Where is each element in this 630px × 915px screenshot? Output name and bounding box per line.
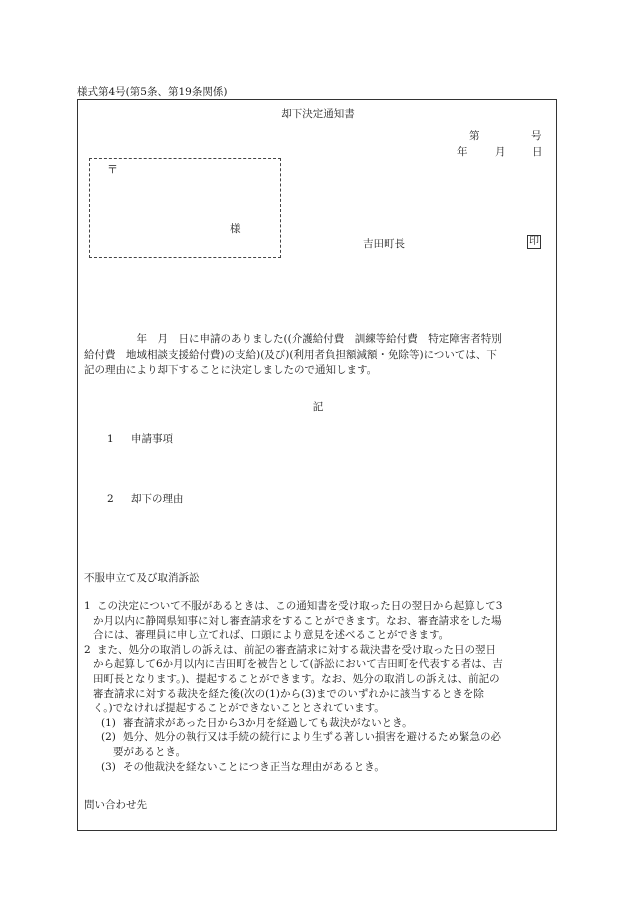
sub-note-number: (3) — [101, 760, 116, 773]
addressee-suffix: 様 — [230, 223, 241, 235]
number-label-dai: 第 — [469, 130, 480, 142]
date-month-label: 月 — [495, 146, 506, 158]
note-line: 合には、審理員に申し立てれば、口頭により意見を述べることができます。 — [93, 629, 450, 642]
sub-note-line — [84, 730, 554, 745]
sub-note-text: その他裁決を経ないことにつき正当な理由があるとき。 — [123, 760, 385, 773]
item-label: 申請事項 — [131, 433, 173, 445]
body-line: 年 月 日に申請のありました((介護給付費 訓練等給付費 特定障害者特別 — [84, 333, 502, 345]
sub-note-text: 審査請求があった日から3か月を経過しても裁決がないとき。 — [123, 716, 413, 729]
date-day-label: 日 — [532, 146, 543, 158]
document-title: 却下決定通知書 — [281, 108, 355, 120]
sub-note-line — [84, 716, 554, 731]
date-year-label: 年 — [457, 146, 468, 158]
note-line: 田町長となります。)、提起することができます。なお、処分の取消しの訴えは、前記の — [93, 672, 500, 685]
note-line: から起算して6か月以内に吉田町を被告として(訴訟において吉田町を代表する者は、吉 — [93, 658, 503, 671]
note-line — [84, 643, 554, 658]
address-window — [89, 158, 281, 258]
sub-note-line — [84, 760, 554, 775]
note-text: また、処分の取消しの訴えは、前記の審査請求に対する裁決書を受け取った日の翌日 — [97, 643, 496, 656]
seal-stamp: 印 — [529, 236, 539, 247]
item-reason — [107, 491, 184, 506]
sub-note-number: (1) — [101, 716, 116, 729]
body-line: 記の理由により却下することに決定しましたので通知します。 — [84, 364, 378, 376]
sender-name: 吉田町長 — [363, 238, 405, 250]
body-line: 給付費 地域相談支援給付費)の支給)(及び)(利用者負担額減額・免除等)については、下 — [84, 348, 497, 361]
note-text: この決定について不服があるときは、この通知書を受け取った日の翌日から起算して3 — [97, 600, 503, 612]
inquiry-label: 問い合わせ先 — [84, 799, 147, 811]
appeal-notes — [84, 599, 554, 774]
sub-note-text: 処分、処分の執行又は手続の続行により生ずる著しい損害を避けるため緊急の必 — [123, 731, 501, 744]
note-line: 審査請求に対する裁決を経た後(次の(1)から(3)までのいずれかに該当するときを除 — [93, 687, 484, 700]
note-number: 1 — [84, 600, 91, 612]
number-label-go: 号 — [531, 130, 542, 142]
item-label: 却下の理由 — [131, 493, 184, 505]
note-line — [84, 599, 554, 614]
item-application — [107, 431, 173, 446]
note-number: 2 — [84, 643, 91, 656]
note-line: く。)でなければ提起することができないこととされています。 — [93, 702, 385, 715]
appeal-heading: 不服申立て及び取消訴訟 — [84, 572, 200, 584]
note-line: か月以内に静岡県知事に対し審査請求をすることができます。なお、審査請求をした場 — [93, 614, 502, 627]
postal-mark-icon: 〒 — [107, 163, 118, 176]
ki-heading: 記 — [312, 401, 324, 413]
sub-note-number: (2) — [101, 731, 116, 744]
item-number: 1 — [107, 433, 114, 445]
sub-note-line: 要があるとき。 — [113, 745, 187, 758]
notice-body — [84, 332, 550, 379]
notice-document — [77, 99, 557, 831]
form-number: 様式第4号(第5条、第19条関係) — [77, 86, 228, 98]
item-number: 2 — [107, 493, 114, 505]
